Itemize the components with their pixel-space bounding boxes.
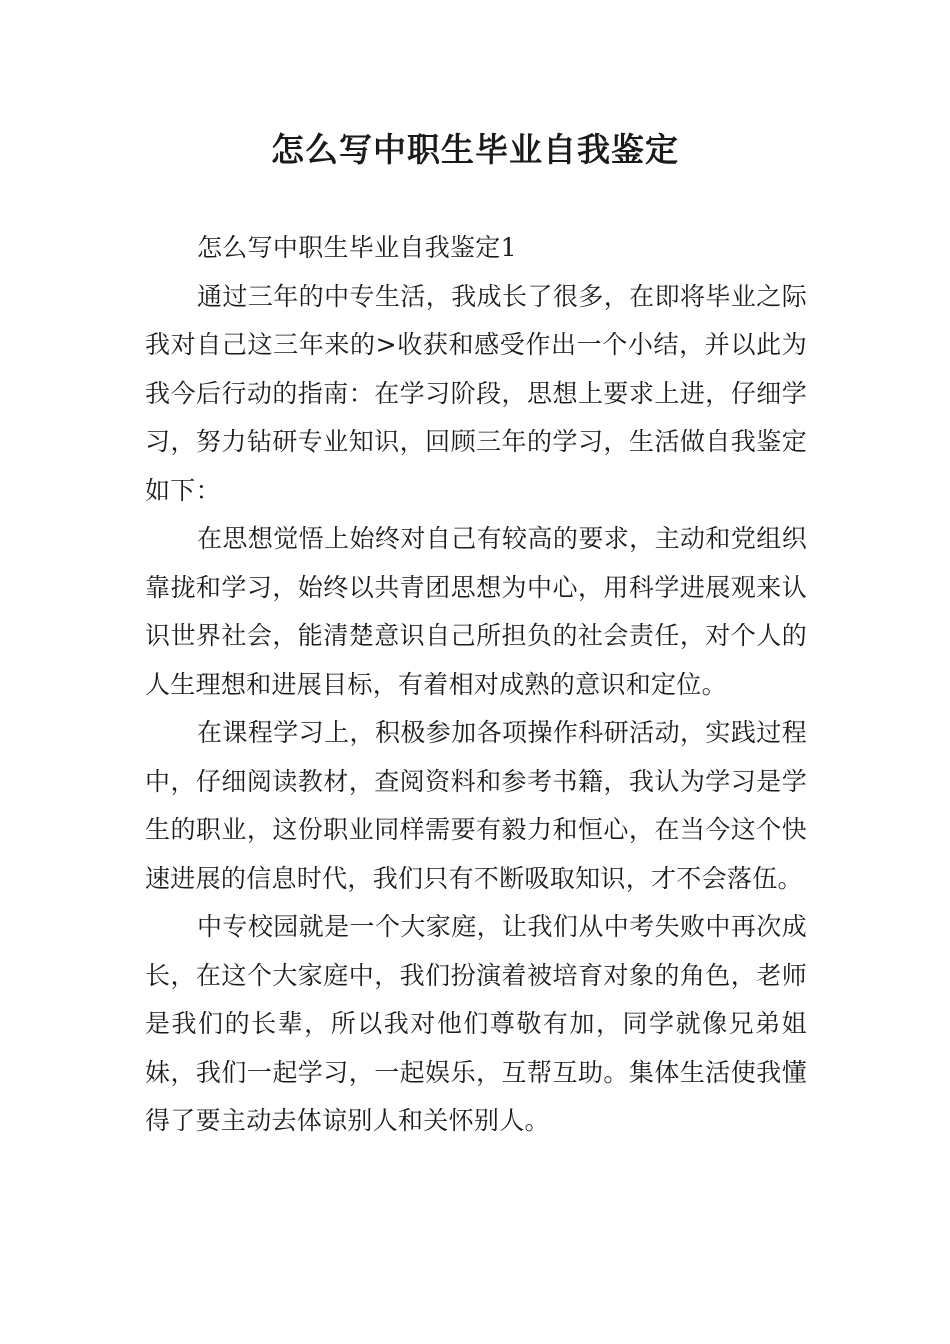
document-body bbox=[145, 224, 807, 1146]
section-heading: 怎么写中职生毕业自我鉴定1 bbox=[197, 233, 517, 262]
paragraph: 在课程学习上，积极参加各项操作科研活动，实践过程中，仔细阅读教材，查阅资料和参考书籍，我认为学习是学生的职业，这份职业同样需要有毅力和恒心，在当今这个快速进展的信息时代，我们只有不断吸取知识，才不会落伍。 bbox=[145, 718, 807, 893]
paragraph: 在思想觉悟上始终对自己有较高的要求，主动和党组织靠拢和学习，始终以共青团思想为中心，用科学进展观来认识世界社会，能清楚意识自己所担负的社会责任，对个人的人生理想和进展目标，有着相对成熟的意识和定位。 bbox=[145, 524, 807, 699]
paragraph: 中专校园就是一个大家庭，让我们从中考失败中再次成长，在这个大家庭中，我们扮演着被培育对象的角色，老师是我们的长辈，所以我对他们尊敬有加，同学就像兄弟姐妹，我们一起学习，一起娱乐，互帮互助。集体生活使我懂得了要主动去体谅别人和关怀别人。 bbox=[145, 912, 807, 1135]
document-title: 怎么写中职生毕业自我鉴定 bbox=[271, 130, 679, 169]
paragraph: 通过三年的中专生活，我成长了很多，在即将毕业之际我对自己这三年来的>收获和感受作出一个小结，并以此为我今后行动的指南：在学习阶段，思想上要求上进，仔细学习，努力钻研专业知识，回顾三年的学习，生活做自我鉴定如下： bbox=[145, 281, 807, 505]
